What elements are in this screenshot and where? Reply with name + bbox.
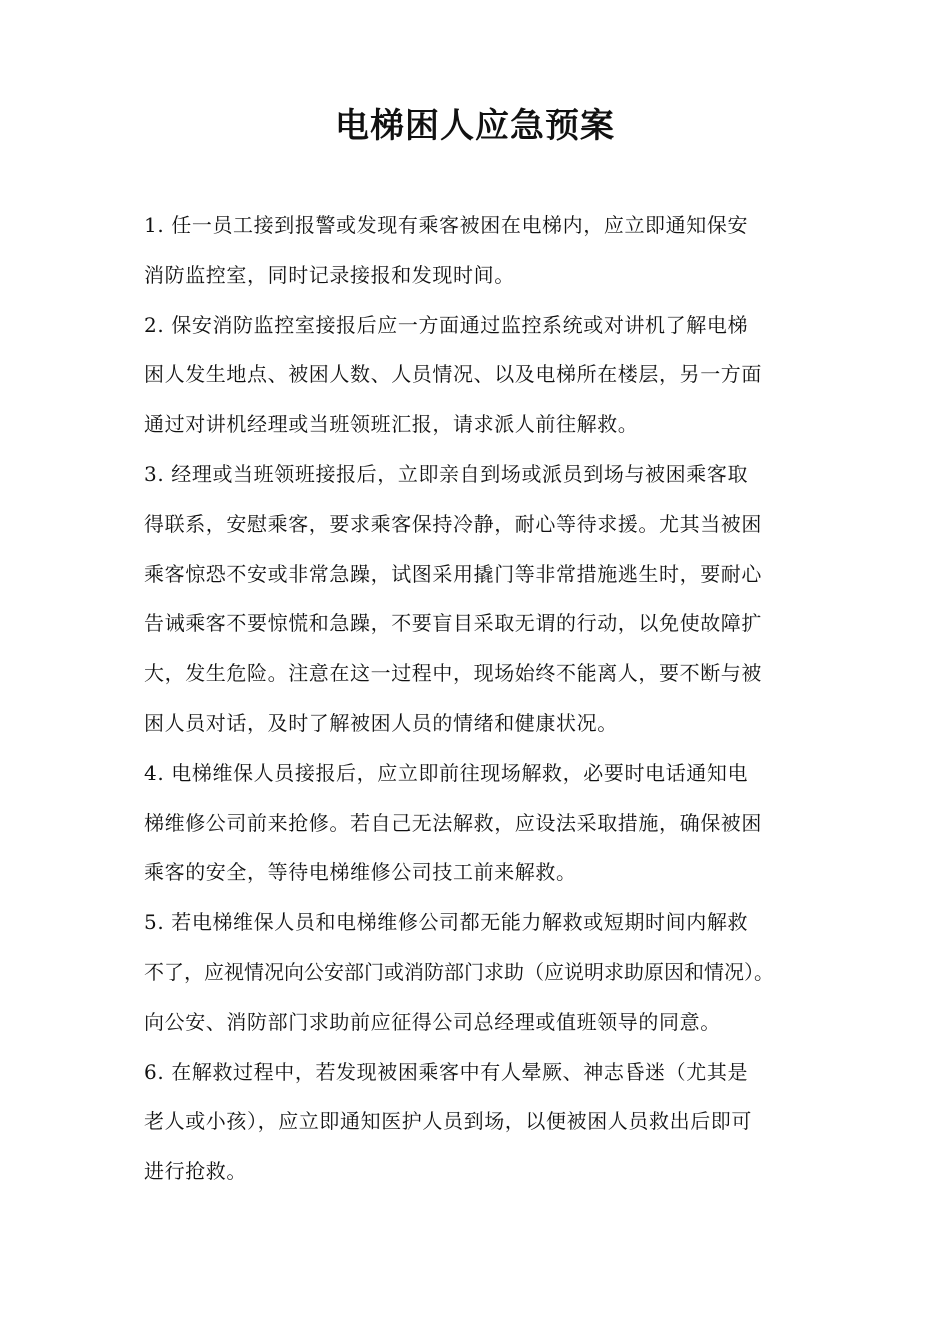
text-line: 通过对讲机经理或当班领班汇报，请求派人前往解救。 xyxy=(144,412,639,437)
text-line: 6. 在解救过程中，若发现被困乘客中有人晕厥、神志昏迷（尤其是 xyxy=(144,1059,749,1084)
text-line: 告诫乘客不要惊慌和急躁，不要盲目采取无谓的行动，以免使故障扩 xyxy=(144,611,762,636)
text-line: 4. 电梯维保人员接报后，应立即前往现场解救，必要时电话通知电 xyxy=(144,760,749,785)
text-line: 进行抢救。 xyxy=(144,1159,247,1184)
text-line: 向公安、消防部门求助前应征得公司总经理或值班领导的同意。 xyxy=(144,1009,721,1034)
text-line: 乘客的安全，等待电梯维修公司技工前来解救。 xyxy=(144,860,577,885)
text-line: 梯维修公司前来抢修。若自己无法解救，应设法采取措施，确保被困 xyxy=(144,810,762,835)
text-line: 消防监控室，同时记录接报和发现时间。 xyxy=(144,262,515,287)
text-line: 2. 保安消防监控室接报后应一方面通过监控系统或对讲机了解电梯 xyxy=(144,312,749,337)
text-line: 3. 经理或当班领班接报后，立即亲自到场或派员到场与被困乘客取 xyxy=(144,461,749,486)
text-line: 老人或小孩），应立即通知医护人员到场，以便被困人员救出后即可 xyxy=(144,1109,752,1134)
document-body xyxy=(144,201,812,1197)
text-line: 得联系，安慰乘客，要求乘客保持冷静，耐心等待求援。尤其当被困 xyxy=(144,511,762,536)
text-line: 大，发生危险。注意在这一过程中，现场始终不能离人，要不断与被 xyxy=(144,661,762,686)
document-title: 电梯困人应急预案 xyxy=(335,106,615,146)
text-line: 不了，应视情况向公安部门或消防部门求助（应说明求助原因和情况）。 xyxy=(144,959,774,984)
text-line: 1. 任一员工接到报警或发现有乘客被困在电梯内，应立即通知保安 xyxy=(144,213,749,237)
text-line: 困人员对话，及时了解被困人员的情绪和健康状况。 xyxy=(144,710,618,735)
text-line: 5. 若电梯维保人员和电梯维修公司都无能力解救或短期时间内解救 xyxy=(144,910,749,935)
text-line: 乘客惊恐不安或非常急躁，试图采用撬门等非常措施逃生时，要耐心 xyxy=(144,561,762,586)
text-line: 困人发生地点、被困人数、人员情况、以及电梯所在楼层，另一方面 xyxy=(144,362,762,387)
